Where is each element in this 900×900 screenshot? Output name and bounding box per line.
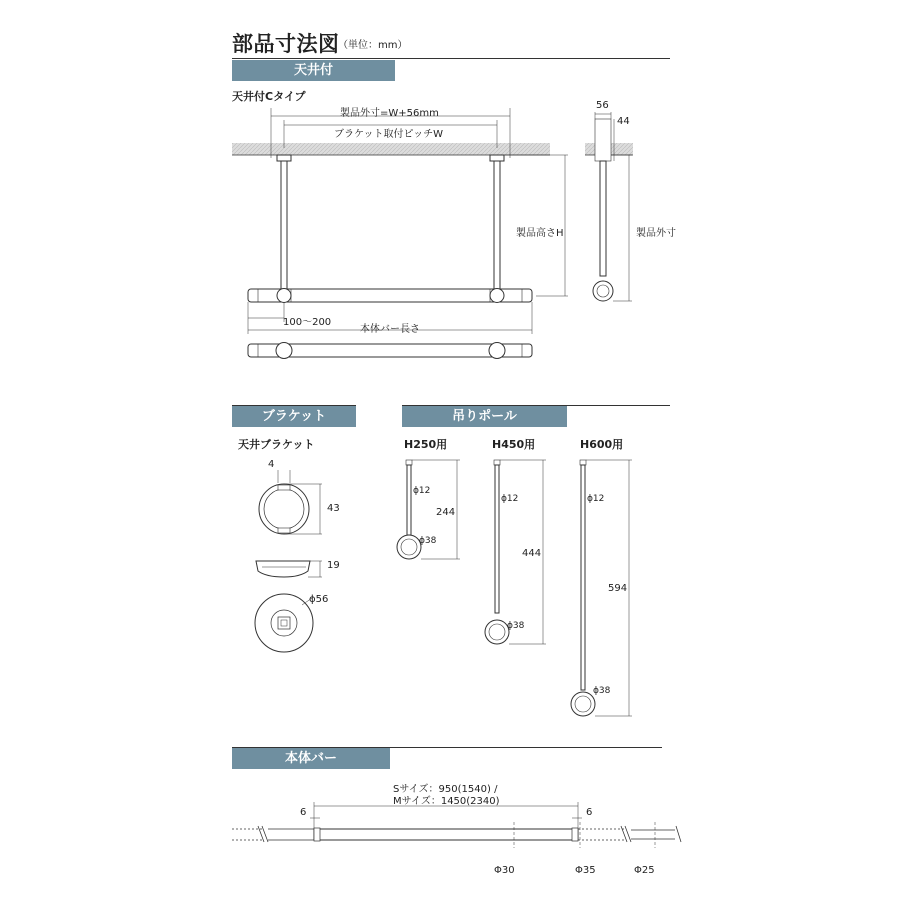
pole-left [281,161,287,291]
bracket-left [277,155,291,161]
section-pole: 吊りポール [402,406,567,427]
bracket-title: 天井ブラケット [238,438,315,451]
pole-h600-label: H600用 [580,438,624,451]
side-pole [600,161,606,276]
pole-right [494,161,500,291]
bar-diameter-25: Φ25 [634,865,655,876]
pole-h600-d38: ϕ38 [593,686,611,696]
page-title: 部品寸法図 [232,32,340,56]
side-bracket [595,119,611,161]
bar-length-label: 本体バー長さ [360,324,420,335]
pole-h250-d12: ϕ12 [413,486,431,496]
bracket-dim-4: 4 [268,459,275,470]
pole-h450-label: H450用 [492,438,536,451]
pole-h450 [495,465,499,613]
pole-h450-length: 444 [522,548,542,559]
ring-left [277,289,291,303]
pole-h600 [581,465,585,690]
bar-body [314,829,578,840]
bracket-right [490,155,504,161]
pole-h250 [407,465,411,535]
offset-label: 100〜200 [283,317,332,328]
side-width-label: 56 [596,100,609,111]
pole-h450-d12: ϕ12 [501,494,519,504]
outer-width-label: 製品外寸=W+56mm [340,108,439,119]
bracket-dim-43: 43 [327,503,340,514]
bar-size-m: Mサイズ：1450(2340) [393,796,500,807]
bar-end-left: 6 [300,807,307,818]
bar-end-right: 6 [586,807,593,818]
bracket-dim-56: ϕ56 [309,594,329,605]
height-label: 製品高さH [516,228,564,239]
bar-diameter-35: Φ35 [575,865,596,876]
section-ceiling: 天井付 [232,60,395,81]
pole-h450-d38: ϕ38 [507,621,525,631]
bar-size-s: Sサイズ：950(1540) / [393,784,498,795]
bracket-side-view [256,561,310,577]
pole-h250-label: H250用 [404,438,448,451]
side-outer-label: 製品外寸 [636,228,676,239]
pole-h600-length: 594 [608,583,628,594]
unit-note: （単位：mm） [338,40,408,51]
pole-h250-d38: ϕ38 [419,536,437,546]
section-bracket: ブラケット [232,406,356,427]
ring-right [490,289,504,303]
ceiling-surface [232,143,550,155]
ceiling-type-label: 天井付Cタイプ [232,90,306,103]
bracket-dim-19: 19 [327,560,340,571]
pole-h250-length: 244 [436,507,456,518]
side-height-label: 44 [617,116,630,127]
pole-h600-d12: ϕ12 [587,494,605,504]
bar-diameter-30: Φ30 [494,865,515,876]
pitch-label: ブラケット取付ピッチW [334,129,443,140]
section-bar: 本体バー [232,748,390,769]
